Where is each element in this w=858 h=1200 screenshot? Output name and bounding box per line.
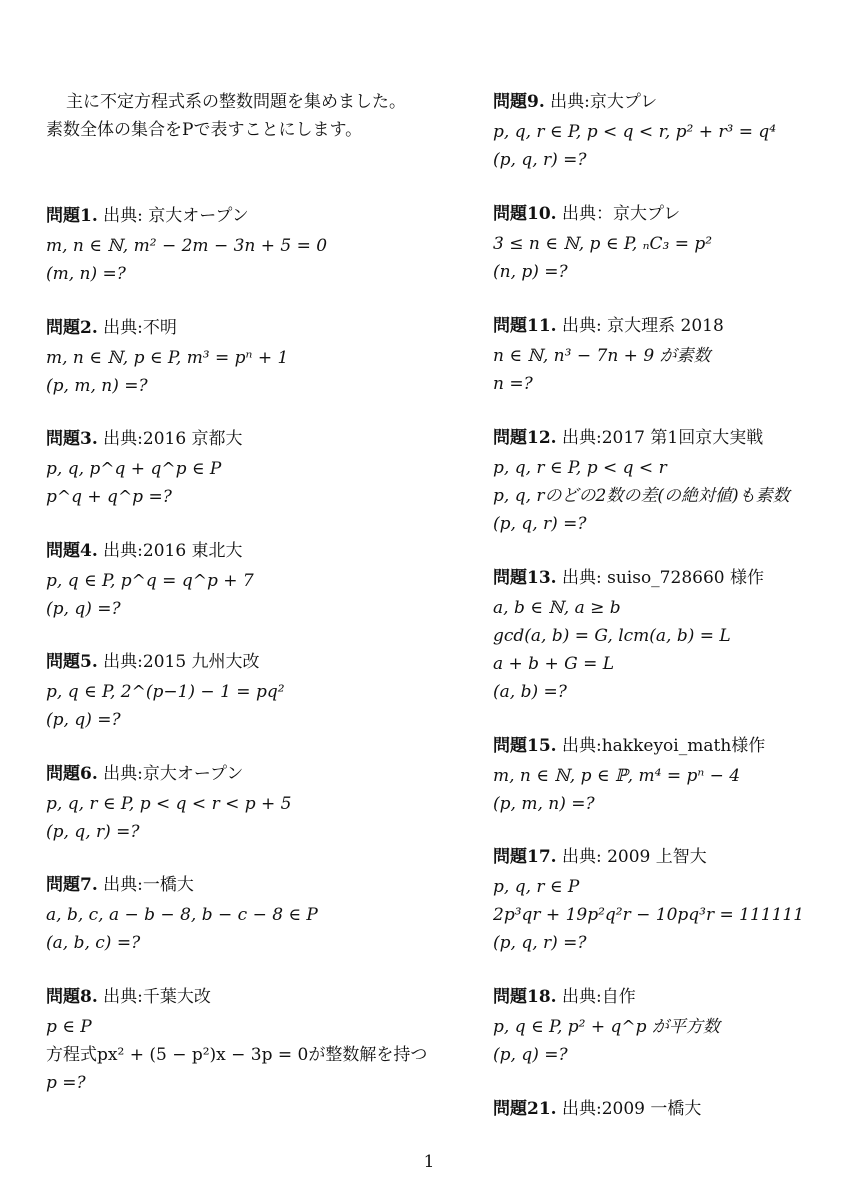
problem-7 [46, 871, 466, 957]
problem-line: (p, q) =? [46, 710, 121, 730]
problem-source: 出典: 京大オープン [97, 206, 249, 226]
problem-line: (a, b) =? [493, 682, 567, 702]
problem-number: 問題11. [493, 316, 557, 336]
problem-source: 出典:2015 九州大改 [97, 652, 260, 672]
problem-number: 問題18. [493, 987, 557, 1007]
problem-line: (p, m, n) =? [493, 794, 595, 814]
problem-source: 出典: 2009 上智大 [556, 847, 707, 867]
problem-2 [46, 314, 466, 400]
problem-9 [493, 88, 833, 174]
problem-line: a, b ∈ ℕ, a ≥ b [493, 598, 621, 618]
problem-number: 問題7. [46, 875, 98, 895]
problem-line: 2p³qr + 19p²q²r − 10pq³r = 111111 [493, 905, 805, 925]
problem-line: (p, q, r) =? [493, 514, 587, 534]
problem-line: n =? [493, 374, 533, 394]
problem-line: (n, p) =? [493, 262, 568, 282]
problem-line: p, q, rのどの2数の差(の絶対値)も素数 [493, 486, 790, 506]
problem-number: 問題10. [493, 204, 557, 224]
problem-source: 出典：京大プレ [556, 204, 681, 224]
problem-line: (p, m, n) =? [46, 376, 148, 396]
problem-line: (p, q, r) =? [493, 933, 587, 953]
problem-source: 出典: suiso_728660 様作 [556, 568, 764, 588]
problem-line: p =? [46, 1073, 86, 1093]
problem-number: 問題6. [46, 764, 98, 784]
problem-source: 出典:2017 第1回京大実戦 [556, 428, 764, 448]
problem-source: 出典:京大オープン [97, 764, 244, 784]
problem-13 [493, 564, 833, 706]
problem-line: (a, b, c) =? [46, 933, 141, 953]
problem-number: 問題1. [46, 206, 98, 226]
problem-line: a + b + G = L [493, 654, 615, 674]
page-number: 1 [423, 1152, 435, 1172]
problem-source: 出典:2009 一橋大 [556, 1099, 702, 1119]
problem-12 [493, 424, 833, 538]
problem-source: 出典:2016 東北大 [97, 541, 243, 561]
problem-line: p ∈ P [46, 1017, 92, 1037]
problem-number: 問題21. [493, 1099, 557, 1119]
problem-source: 出典:千葉大改 [97, 987, 211, 1007]
problem-5 [46, 648, 466, 734]
problem-number: 問題15. [493, 736, 557, 756]
problem-10 [493, 200, 833, 286]
problem-6 [46, 760, 466, 846]
intro-line-2: 素数全体の集合をPで表すことにします。 [46, 120, 363, 140]
problem-line: n ∈ ℕ, n³ − 7n + 9 が素数 [493, 346, 711, 366]
problem-line: (p, q) =? [46, 599, 121, 619]
problem-number: 問題2. [46, 318, 98, 338]
problem-number: 問題17. [493, 847, 557, 867]
problem-number: 問題13. [493, 568, 557, 588]
problem-line: a, b, c, a − b − 8, b − c − 8 ∈ P [46, 905, 318, 925]
problem-number: 問題12. [493, 428, 557, 448]
problem-line: p, q, r ∈ P, p < q < r < p + 5 [46, 794, 292, 814]
problem-3 [46, 425, 466, 511]
problem-line: m, n ∈ ℕ, p ∈ ℙ, m⁴ = pⁿ − 4 [493, 766, 741, 786]
problem-source: 出典:2016 京都大 [97, 429, 243, 449]
problem-line: gcd(a, b) = G, lcm(a, b) = L [493, 626, 731, 646]
problem-line: 3 ≤ n ∈ ℕ, p ∈ P, ₙC₃ = p² [493, 234, 713, 254]
problem-8 [46, 983, 466, 1097]
problem-15 [493, 732, 833, 818]
problem-source: 出典:自作 [556, 987, 636, 1007]
problem-number: 問題4. [46, 541, 98, 561]
problem-line: (p, q) =? [493, 1045, 568, 1065]
intro-line-1: 主に不定方程式系の整数問題を集めました。 [66, 92, 406, 112]
problem-number: 問題5. [46, 652, 98, 672]
problem-number: 問題8. [46, 987, 98, 1007]
problem-line: p, q, p^q + q^p ∈ P [46, 459, 222, 479]
problem-line: p, q, r ∈ P, p < q < r, p² + r³ = q⁴ [493, 122, 777, 142]
problem-line: p, q, r ∈ P, p < q < r [493, 458, 667, 478]
problem-number: 問題9. [493, 92, 545, 112]
problem-line: p, q, r ∈ P [493, 877, 580, 897]
intro-text [46, 88, 446, 144]
problem-17 [493, 843, 833, 957]
problem-line: p, q ∈ P, p² + q^p が平方数 [493, 1017, 720, 1037]
problem-source: 出典:不明 [97, 318, 177, 338]
problem-line: (p, q, r) =? [46, 822, 140, 842]
problem-line: (p, q, r) =? [493, 150, 587, 170]
problem-line: m, n ∈ ℕ, m² − 2m − 3n + 5 = 0 [46, 236, 328, 256]
problem-21 [493, 1095, 833, 1125]
problem-number: 問題3. [46, 429, 98, 449]
problem-1 [46, 202, 466, 288]
problem-source: 出典:京大プレ [544, 92, 658, 112]
problem-11 [493, 312, 833, 398]
problem-source: 出典:hakkeyoi_math様作 [556, 736, 766, 756]
problem-18 [493, 983, 833, 1069]
problem-source: 出典: 京大理系 2018 [556, 316, 724, 336]
problem-line: p, q ∈ P, p^q = q^p + 7 [46, 571, 254, 591]
problem-line: m, n ∈ ℕ, p ∈ P, m³ = pⁿ + 1 [46, 348, 289, 368]
problem-line: (m, n) =? [46, 264, 126, 284]
problem-4 [46, 537, 466, 623]
problem-line: p^q + q^p =? [46, 487, 172, 507]
problem-line: p, q ∈ P, 2^(p−1) − 1 = pq² [46, 682, 285, 702]
problem-source: 出典:一橋大 [97, 875, 194, 895]
problem-line: 方程式px² + (5 − p²)x − 3p = 0が整数解を持つ [46, 1045, 428, 1065]
